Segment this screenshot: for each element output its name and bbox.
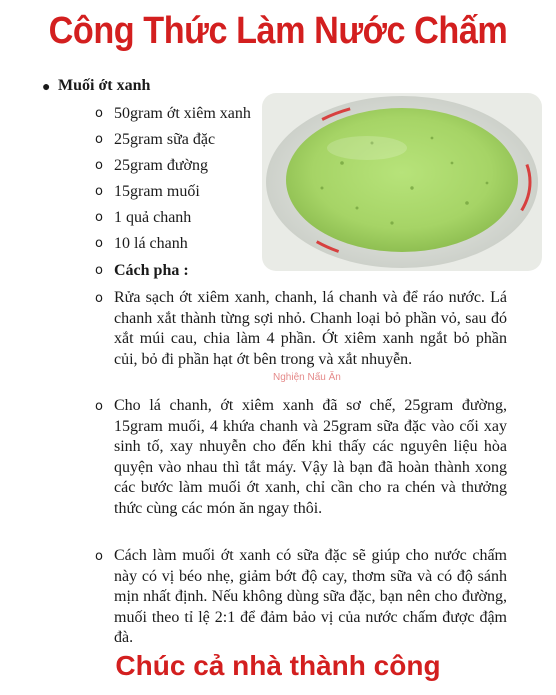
hollow-bullet-icon: o: [95, 210, 103, 225]
hollow-bullet-icon: o: [95, 132, 103, 147]
ingredient-text: 15gram muối: [114, 183, 200, 200]
recipe-name-label: Muối ớt xanh: [58, 77, 151, 94]
hollow-bullet-icon: o: [95, 263, 103, 278]
ingredient-text: 25gram đường: [114, 157, 209, 174]
ingredient-text: 25gram sữa đặc: [114, 131, 216, 148]
step-text: Cách làm muối ớt xanh có sữa đặc sẽ giúp cho nước chấm này có vị béo nhẹ, giảm bớt độ cay, thơm sữa và có độ sánh mịn nhất định. Nếu không dùng sữa đặc, bạn nên cho đường, muối theo tỉ lệ 2:1 để đảm bảo vị của nước chấm được đậm đà.: [114, 547, 507, 646]
sauce-bowl-photo: [262, 93, 542, 271]
hollow-bullet-icon: o: [95, 158, 103, 173]
hollow-bullet-icon: o: [95, 106, 103, 121]
footer-message: Chúc cả nhà thành công: [115, 650, 441, 681]
step-text: Rửa sạch ớt xiêm xanh, chanh, lá chanh và để ráo nước. Lá chanh xắt thành từng sợi nhỏ. Chanh loại bỏ phần vỏ, sau đó xắt múi cau, chia làm 4 phần. Ớt xiêm xanh ngắt bỏ phần củi, bỏ đi phần hạt ớt bên trong và xắt nhuyễn.: [114, 289, 507, 368]
recipe-name: [42, 77, 151, 95]
step-item: [95, 546, 507, 649]
page-title: Công Thức Làm Nước Chấm: [48, 10, 508, 52]
watermark: Nghiện Nấu Ăn: [273, 372, 341, 383]
bullet-icon: ●: [42, 80, 51, 95]
step-item: [95, 288, 507, 370]
hollow-bullet-icon: o: [95, 236, 103, 251]
hollow-bullet-icon: o: [95, 291, 103, 306]
hollow-bullet-icon: o: [95, 399, 103, 414]
ingredient-text: 10 lá chanh: [114, 235, 188, 252]
ingredient-text: 50gram ớt xiêm xanh: [114, 105, 251, 122]
step-item: [95, 396, 507, 519]
method-heading-text: Cách pha :: [114, 262, 189, 279]
ingredient-text: 1 quả chanh: [114, 209, 192, 226]
hollow-bullet-icon: o: [95, 184, 103, 199]
hollow-bullet-icon: o: [95, 549, 103, 564]
step-text: Cho lá chanh, ớt xiêm xanh đã sơ chế, 25gram đường, 15gram muối, 4 khứa chanh và 25gram sữa đặc vào cối xay sinh tố, xay nhuyễn cho đến khi thấy các nguyên liệu hòa quyện vào nhau thì tắt máy. Vậy là bạn đã hoàn thành xong các bước làm muối ớt xanh, chỉ cần cho ra chén và thưởng thức cùng các món ăn ngay thôi.: [114, 397, 507, 517]
